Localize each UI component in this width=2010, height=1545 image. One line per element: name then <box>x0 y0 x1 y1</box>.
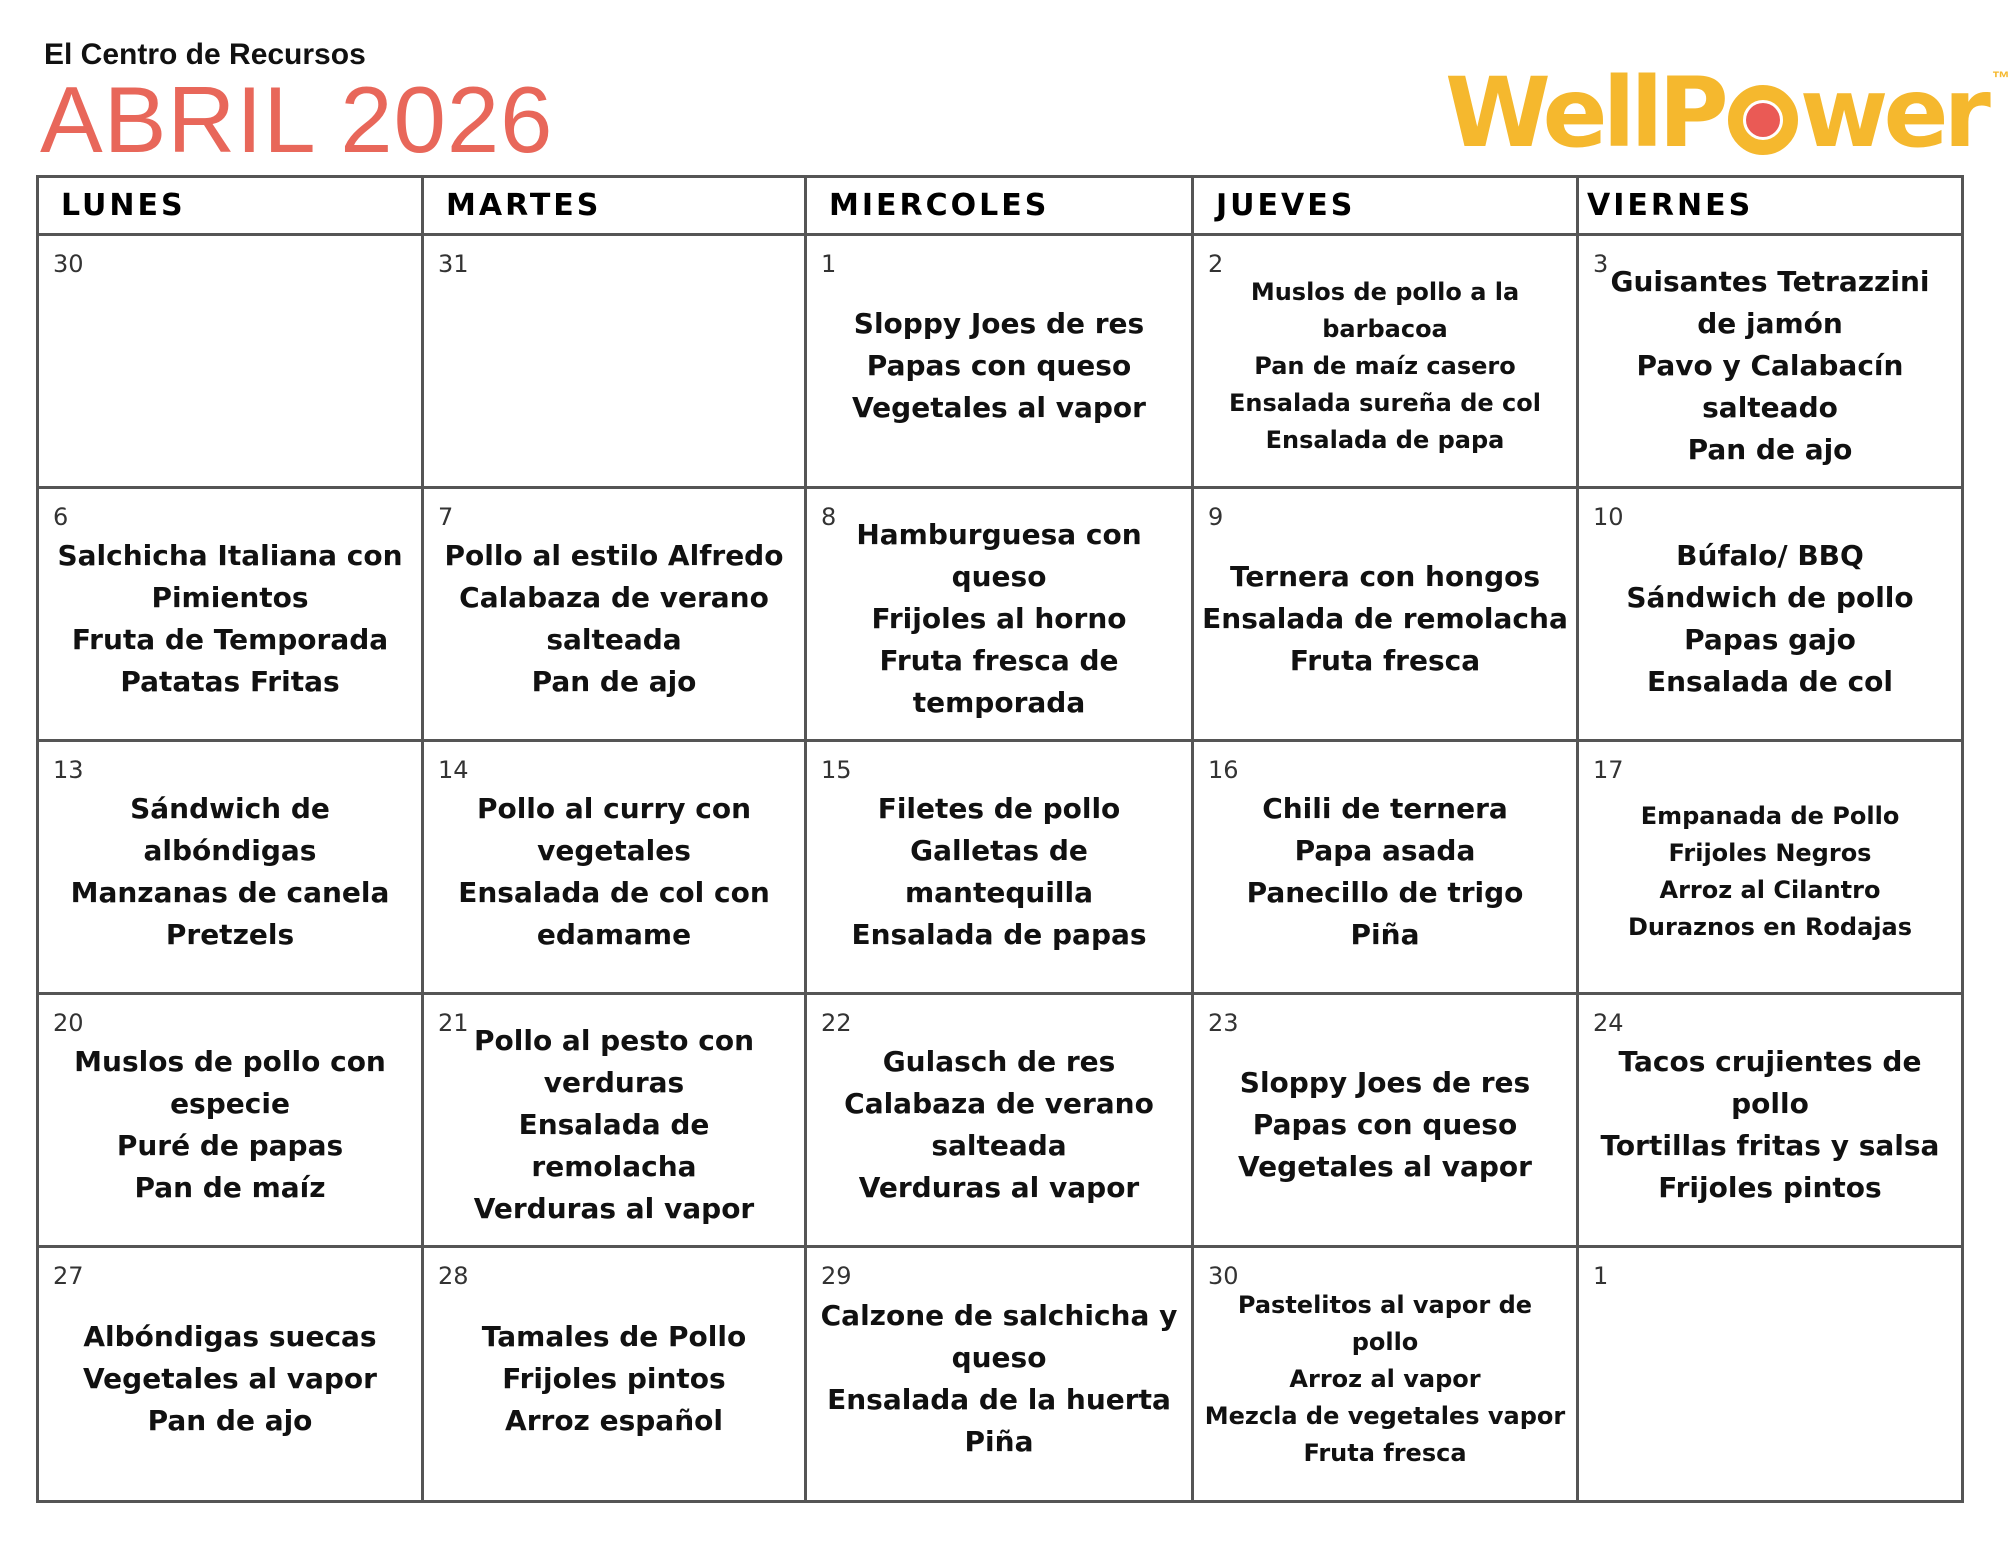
meal-item: Frijoles pintos <box>502 1362 726 1395</box>
meal-item: Papas con queso <box>866 349 1132 382</box>
day-number: 30 <box>53 250 84 278</box>
meal-item: Ensalada sureña de col <box>1229 388 1541 417</box>
meal-item: Sándwich de pollo <box>1626 581 1914 614</box>
calendar-day-cell <box>1579 742 1961 992</box>
day-number: 10 <box>1593 503 1624 531</box>
calendar-day-cell <box>807 489 1194 739</box>
calendar-day-cell <box>807 742 1194 992</box>
meal-item: Chili de ternera <box>1262 792 1508 825</box>
meal-list <box>47 742 413 992</box>
day-number: 13 <box>53 756 84 784</box>
meal-item: Arroz español <box>505 1404 723 1437</box>
meal-item: Manzanas de canela <box>70 876 390 909</box>
meal-item: Arroz al vapor <box>1289 1364 1481 1393</box>
meal-item: Pollo al pesto con verduras <box>473 1024 754 1099</box>
meal-item: Filetes de pollo <box>877 792 1121 825</box>
meal-list <box>1202 995 1568 1245</box>
meal-item: Patatas Fritas <box>120 665 340 698</box>
weekday-header: MARTES <box>424 178 807 233</box>
meal-item: Sándwich de albóndigas <box>130 792 330 867</box>
meal-item: Calabaza de verano salteada <box>844 1087 1154 1162</box>
calendar-day-cell <box>1579 236 1961 486</box>
weekday-header-row <box>39 178 1961 236</box>
calendar-day-cell <box>807 1248 1194 1500</box>
calendar-day-cell <box>39 236 424 486</box>
weekday-header: LUNES <box>39 178 424 233</box>
meal-item: Albóndigas suecas <box>83 1320 377 1353</box>
organization-name: El Centro de Recursos <box>44 38 366 71</box>
meal-item: Mezcla de vegetales vapor <box>1204 1401 1566 1430</box>
day-number: 7 <box>438 503 454 531</box>
meal-item: Empanada de Pollo <box>1640 802 1900 830</box>
meal-item: Tacos crujientes de pollo <box>1618 1045 1922 1120</box>
meal-list <box>1587 236 1953 486</box>
meal-item: Pan de ajo <box>1687 433 1853 466</box>
meal-item: Galletas de mantequilla <box>904 834 1094 909</box>
calendar-day-cell <box>1194 236 1579 486</box>
calendar-day-cell <box>1579 1248 1961 1500</box>
day-number: 22 <box>821 1009 852 1037</box>
day-number: 14 <box>438 756 469 784</box>
meal-item: Sloppy Joes de res <box>853 307 1145 340</box>
day-number: 2 <box>1208 250 1224 278</box>
meal-item: Fruta fresca <box>1303 1438 1467 1467</box>
meal-item: Ensalada de remolacha <box>518 1108 710 1183</box>
meal-item: Guisantes Tetrazzini de jamón <box>1610 265 1930 340</box>
meal-item: Ternera con hongos <box>1229 560 1541 593</box>
meal-item: Piña <box>964 1425 1034 1458</box>
calendar-day-cell <box>424 995 807 1245</box>
meal-item: Verduras al vapor <box>858 1171 1140 1204</box>
meal-item: Frijoles Negros <box>1668 839 1872 867</box>
meal-list <box>47 1248 413 1500</box>
meal-item: Papa asada <box>1294 834 1476 867</box>
meal-item: Pollo al curry con vegetales <box>476 792 752 867</box>
meal-item: Piña <box>1350 918 1420 951</box>
day-number: 1 <box>1593 1262 1609 1290</box>
logo-wordmark <box>1445 58 1986 168</box>
meal-item: Calzone de salchicha y queso <box>820 1299 1178 1374</box>
meal-list <box>47 995 413 1245</box>
meal-item: Papas con queso <box>1252 1108 1518 1141</box>
meal-list <box>1202 489 1568 739</box>
meal-item: Pretzels <box>165 918 295 951</box>
meal-list <box>1202 742 1568 992</box>
meal-list <box>815 1248 1183 1500</box>
meal-list <box>1587 742 1953 992</box>
meal-item: Frijoles al horno <box>871 602 1127 635</box>
meal-item: Tamales de Pollo <box>481 1320 747 1353</box>
logo-text-start: WellP <box>1445 57 1724 169</box>
meal-list <box>815 742 1183 992</box>
meal-item: Duraznos en Rodajas <box>1628 913 1912 941</box>
meal-item: Pastelitos al vapor de pollo <box>1237 1290 1533 1356</box>
day-number: 31 <box>438 250 469 278</box>
meal-item: Frijoles pintos <box>1658 1171 1882 1204</box>
meal-item: Ensalada de la huerta <box>827 1383 1171 1416</box>
meal-item: Salchicha Italiana con Pimientos <box>57 539 403 614</box>
meal-item: Calabaza de verano salteada <box>459 581 769 656</box>
calendar-day-cell <box>1579 489 1961 739</box>
calendar-week-row <box>39 1248 1961 1500</box>
wellpower-logo <box>1445 58 2010 168</box>
day-number: 1 <box>821 250 837 278</box>
calendar-day-cell <box>39 489 424 739</box>
day-number: 23 <box>1208 1009 1239 1037</box>
meal-item: Ensalada de papas <box>851 918 1147 951</box>
meal-item: Panecillo de trigo <box>1246 876 1524 909</box>
day-number: 27 <box>53 1262 84 1290</box>
logo-text-end: wer <box>1799 57 1986 169</box>
meal-item: Pan de ajo <box>147 1404 313 1437</box>
meal-list <box>432 1248 796 1500</box>
meal-list <box>1202 236 1568 486</box>
day-number: 20 <box>53 1009 84 1037</box>
meal-item: Fruta fresca <box>1289 644 1481 677</box>
meal-item: Sloppy Joes de res <box>1239 1066 1531 1099</box>
day-number: 15 <box>821 756 852 784</box>
calendar-day-cell <box>1194 995 1579 1245</box>
calendar-day-cell <box>424 1248 807 1500</box>
meal-item: Búfalo/ BBQ <box>1676 539 1864 572</box>
menu-calendar <box>36 175 1964 1503</box>
calendar-day-cell <box>39 1248 424 1500</box>
meal-list <box>815 995 1183 1245</box>
weekday-header: JUEVES <box>1194 178 1579 233</box>
meal-item: Verduras al vapor <box>473 1192 755 1225</box>
meal-list <box>1202 1248 1568 1500</box>
day-number: 29 <box>821 1262 852 1290</box>
meal-list <box>432 995 796 1245</box>
meal-list <box>815 236 1183 486</box>
meal-item: Pavo y Calabacín salteado <box>1636 349 1904 424</box>
meal-item: Fruta de Temporada <box>71 623 389 656</box>
meal-item: Vegetales al vapor <box>1238 1150 1532 1183</box>
meal-list <box>1587 489 1953 739</box>
calendar-week-row <box>39 995 1961 1248</box>
day-number: 17 <box>1593 756 1624 784</box>
calendar-day-cell <box>424 742 807 992</box>
meal-item: Vegetales al vapor <box>83 1362 377 1395</box>
calendar-day-cell <box>1579 995 1961 1245</box>
calendar-day-cell <box>1194 742 1579 992</box>
meal-item: Muslos de pollo con especie <box>74 1045 386 1120</box>
meal-item: Papas gajo <box>1684 623 1856 656</box>
day-number: 28 <box>438 1262 469 1290</box>
meal-list <box>432 742 796 992</box>
meal-item: Hamburguesa con queso <box>856 518 1142 593</box>
day-number: 8 <box>821 503 837 531</box>
meal-item: Ensalada de col <box>1646 665 1893 698</box>
logo-dot-icon <box>1746 103 1780 137</box>
calendar-day-cell <box>807 995 1194 1245</box>
meal-item: Pollo al estilo Alfredo <box>444 539 784 572</box>
day-number: 16 <box>1208 756 1239 784</box>
meal-item: Ensalada de col con edamame <box>458 876 770 951</box>
calendar-day-cell <box>424 489 807 739</box>
calendar-week-row <box>39 489 1961 742</box>
day-number: 24 <box>1593 1009 1624 1037</box>
calendar-day-cell <box>1194 1248 1579 1500</box>
day-number: 21 <box>438 1009 469 1037</box>
meal-item: Ensalada de papa <box>1265 425 1505 454</box>
meal-list <box>815 489 1183 739</box>
day-number: 30 <box>1208 1262 1239 1290</box>
calendar-week-row <box>39 236 1961 489</box>
meal-item: Vegetales al vapor <box>852 391 1146 424</box>
day-number: 9 <box>1208 503 1224 531</box>
day-number: 6 <box>53 503 69 531</box>
meal-list <box>47 489 413 739</box>
meal-list <box>432 489 796 739</box>
meal-item: Pan de ajo <box>531 665 697 698</box>
calendar-day-cell <box>39 742 424 992</box>
calendar-day-cell <box>39 995 424 1245</box>
meal-item: Ensalada de remolacha <box>1202 602 1568 635</box>
page-title: ABRIL 2026 <box>40 67 554 172</box>
meal-item: Puré de papas <box>116 1129 344 1162</box>
weekday-header: MIERCOLES <box>807 178 1194 233</box>
meal-item: Muslos de pollo a la barbacoa <box>1250 277 1520 343</box>
meal-item: Tortillas fritas y salsa <box>1600 1129 1940 1162</box>
meal-item: Gulasch de res <box>882 1045 1116 1078</box>
meal-item: Fruta fresca de temporada <box>879 644 1119 719</box>
meal-list <box>1587 995 1953 1245</box>
calendar-week-row <box>39 742 1961 995</box>
logo-o-icon <box>1728 85 1798 155</box>
calendar-day-cell <box>1194 489 1579 739</box>
weekday-header: VIERNES <box>1587 188 1754 223</box>
meal-item: Pan de maíz casero <box>1254 351 1516 380</box>
meal-item: Arroz al Cilantro <box>1659 876 1881 904</box>
trademark-symbol: ™ <box>1991 68 2010 88</box>
meal-item: Pan de maíz <box>134 1171 326 1204</box>
day-number: 3 <box>1593 250 1609 278</box>
calendar-day-cell <box>424 236 807 486</box>
calendar-day-cell <box>807 236 1194 486</box>
